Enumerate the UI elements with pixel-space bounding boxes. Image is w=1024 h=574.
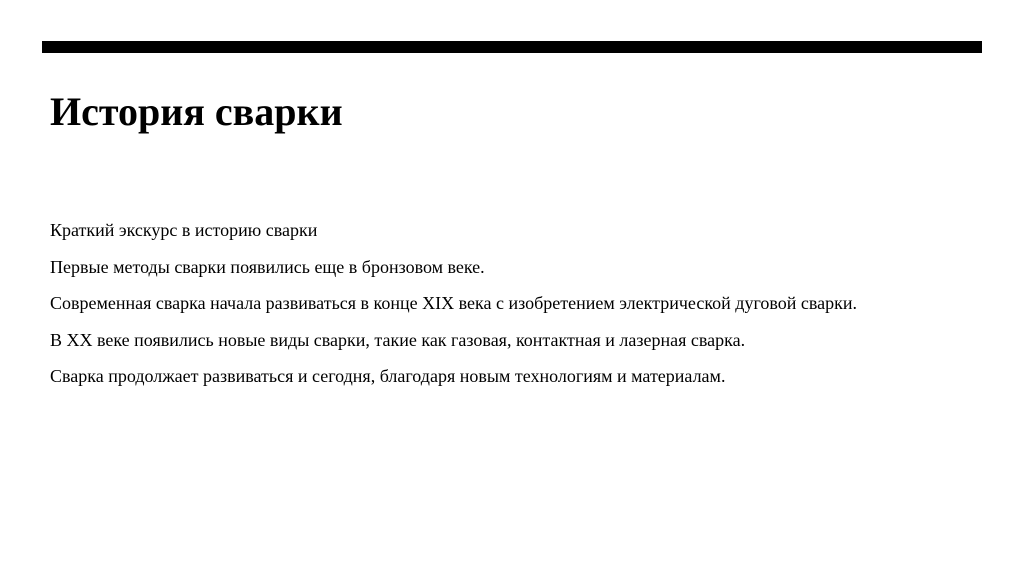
body-line-xx-century: В XX веке появились новые виды сварки, такие как газовая, контактная и лазерная сварка. (50, 329, 746, 350)
slide-title: История сварки (50, 89, 343, 134)
body-line-modern-welding: Современная сварка начала развиваться в конце XIX века с изобретением электрической дуговой сварки. (50, 293, 858, 313)
body-line-intro: Краткий экскурс в историю сварки (50, 220, 318, 240)
top-divider-bar (42, 41, 982, 53)
slide-body (50, 218, 990, 401)
body-line-bronze-age: Первые методы сварки появились еще в бронзовом веке. (50, 256, 485, 277)
body-line-today: Сварка продолжает развиваться и сегодня, благодаря новым технологиям и материалам. (50, 366, 726, 386)
